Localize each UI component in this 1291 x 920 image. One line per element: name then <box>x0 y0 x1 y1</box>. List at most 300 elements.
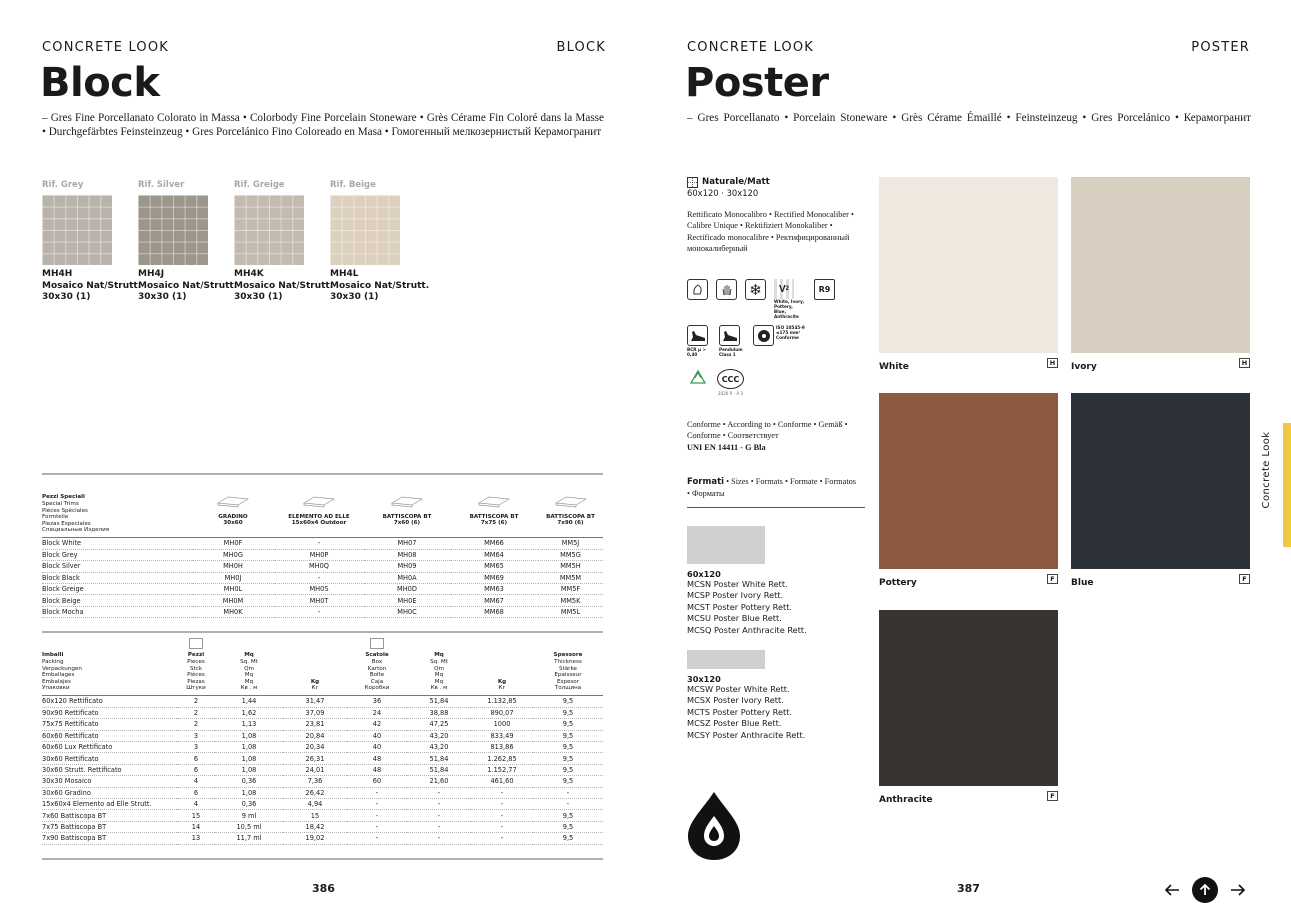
back-to-top-button[interactable] <box>1192 877 1218 903</box>
box-icon <box>370 638 384 649</box>
column-subtitle: Sq. Mt <box>240 659 258 666</box>
table-row <box>42 572 603 583</box>
table-cell: 40 <box>347 742 407 753</box>
column-subtitle: Кв . м <box>430 685 448 692</box>
column-subtitle: Mq <box>434 672 444 679</box>
column-title: Mq <box>434 652 444 659</box>
table-cell: 7x75 Battiscopa BT <box>42 821 177 832</box>
table-cell: 15x60x4 Elemento ad Elle Strutt. <box>42 799 177 810</box>
tile-class-badge: F <box>1239 574 1250 584</box>
format-size: 60x120 <box>687 569 721 579</box>
table-cell: 11,7 ml <box>215 833 283 844</box>
packing-column <box>471 679 533 695</box>
r9-badge: R9 <box>814 279 835 300</box>
column-title: Mq <box>244 652 254 659</box>
page-number-right: 387 <box>957 882 980 895</box>
column-subtitle: Толщина <box>554 685 582 692</box>
table-cell: 51,84 <box>407 753 471 764</box>
table-cell: MM5M <box>538 572 603 583</box>
ccc-icon: CCC 2020 P · A 3 <box>717 369 744 396</box>
table-cell: - <box>407 833 471 844</box>
table-cell: MH08 <box>364 549 450 560</box>
header-line: Special Trims <box>42 501 79 508</box>
page-title-block: Block <box>40 60 160 106</box>
table-cell: MM5J <box>538 538 603 549</box>
table-cell: MH0H <box>192 561 274 572</box>
mosaic-size: 30x30 (1) <box>234 292 283 302</box>
table-cell: 18,42 <box>283 821 347 832</box>
table-row <box>42 719 603 730</box>
table-cell: 26,42 <box>283 787 347 798</box>
table-cell: - <box>533 799 603 810</box>
packing-title <box>42 652 177 695</box>
table-cell: 833,49 <box>471 730 533 741</box>
previous-page-button[interactable] <box>1163 882 1181 898</box>
table-cell: MM5H <box>538 561 603 572</box>
side-tab-accent <box>1283 423 1291 547</box>
table-cell: 9,5 <box>533 696 603 707</box>
table-cell: 60 <box>347 776 407 787</box>
table-cell: 14 <box>177 821 215 832</box>
iso-icon <box>753 325 806 346</box>
table-cell: 0,36 <box>215 776 283 787</box>
right-kicker-right: POSTER <box>1191 40 1250 55</box>
table-cell: - <box>407 787 471 798</box>
hand-icon <box>716 279 737 300</box>
format-item: MCSZ Poster Blue Rett. <box>687 718 782 729</box>
table-cell: 13 <box>177 833 215 844</box>
table-cell: 9,5 <box>533 707 603 718</box>
header-line: Packing <box>42 659 64 666</box>
packing-column <box>347 638 407 695</box>
table-cell: 4,94 <box>283 799 347 810</box>
table-cell: 37,09 <box>283 707 347 718</box>
table-cell: MH0J <box>192 572 274 583</box>
table-cell: 1.132,85 <box>471 696 533 707</box>
table-cell: - <box>407 821 471 832</box>
arrow-left-icon <box>1163 882 1181 898</box>
header-line: Embalajes <box>42 678 71 685</box>
mosaic-item <box>234 180 334 304</box>
tile-class-badge: F <box>1047 791 1058 801</box>
table-row <box>42 538 603 549</box>
packing-column <box>533 652 603 695</box>
table-cell: 9,5 <box>533 719 603 730</box>
column-subtitle: Stck <box>189 665 203 672</box>
packing-section <box>42 639 603 845</box>
column-title: Kg <box>310 678 320 685</box>
table-cell: 1.262,85 <box>471 753 533 764</box>
table-cell: 9,5 <box>533 753 603 764</box>
tile-name: Ivory <box>1071 362 1097 372</box>
table-row <box>42 730 603 741</box>
format-item: MCSQ Poster Anthracite Rett. <box>687 624 807 635</box>
column-title: Scatole <box>365 652 389 659</box>
table-cell: MH0M <box>192 595 274 606</box>
table-cell: 6 <box>177 787 215 798</box>
table-cell: 20,84 <box>283 730 347 741</box>
column-subtitle: Кг <box>498 685 506 692</box>
table-cell: 75x75 Rettificato <box>42 719 177 730</box>
mosaic-ref-label: Rif. Grey <box>42 180 84 190</box>
finish-name: Naturale/Matt <box>702 177 770 187</box>
column-subtitle: 7x90 (6) <box>557 520 584 527</box>
table-cell: MM5F <box>538 584 603 595</box>
table-cell: Block Beige <box>42 595 192 606</box>
column-subtitle: Espesor <box>556 678 580 685</box>
next-page-button[interactable] <box>1229 882 1247 898</box>
column-subtitle: Caja <box>370 678 384 685</box>
table-cell: 9,5 <box>533 742 603 753</box>
table-cell: 48 <box>347 764 407 775</box>
tile-swatch <box>1071 177 1250 353</box>
divider <box>687 507 865 508</box>
table-cell: MH0L <box>192 584 274 595</box>
page-title-poster: Poster <box>685 60 829 106</box>
column-subtitle: Qm <box>244 665 254 672</box>
table-cell: - <box>347 810 407 821</box>
bcr-caption: BCR μ > 0,40 <box>687 347 706 357</box>
table-cell: - <box>471 810 533 821</box>
table-cell: 38,88 <box>407 707 471 718</box>
packing-header <box>42 639 603 696</box>
column-subtitle: Кв . м <box>240 685 258 692</box>
table-cell: MM5L <box>538 606 603 617</box>
table-cell: 7x90 Battiscopa BT <box>42 833 177 844</box>
column-title: GRADINO <box>218 513 248 520</box>
table-cell: Block Black <box>42 572 192 583</box>
v2-caption: White, Ivory, Pottery, Blue, Anthracite <box>774 299 805 319</box>
table-row <box>42 561 603 572</box>
table-cell: 20,34 <box>283 742 347 753</box>
header-line: Formteile <box>42 514 69 521</box>
table-cell: 2 <box>177 719 215 730</box>
mosaic-item <box>138 180 238 304</box>
tile-name: Anthracite <box>879 795 933 805</box>
table-cell: 461,60 <box>471 776 533 787</box>
special-trims-section <box>42 488 603 618</box>
table-cell: 30x60 Rettificato <box>42 753 177 764</box>
column-subtitle: Piezas <box>187 678 205 685</box>
header-line: Piezas Especiales <box>42 520 91 527</box>
column-subtitle: Stärke <box>559 665 577 672</box>
table-cell: 60x120 Rettificato <box>42 696 177 707</box>
table-cell: 2 <box>177 696 215 707</box>
table-cell: - <box>347 833 407 844</box>
table-row <box>42 764 603 775</box>
format-size: 30x120 <box>687 674 721 684</box>
mosaic-code: MH4H <box>42 269 73 279</box>
column-title: Pezzi <box>187 652 205 659</box>
column-subtitle: Mq <box>244 672 254 679</box>
table-cell: 42 <box>347 719 407 730</box>
table-cell: MM5K <box>538 595 603 606</box>
table-cell: MH0P <box>274 549 364 560</box>
special-trims-column <box>450 494 538 537</box>
table-cell: Block White <box>42 538 192 549</box>
table-cell: 813,86 <box>471 742 533 753</box>
color-tile <box>1071 177 1250 372</box>
table-cell: 60x60 Lux Rettificato <box>42 742 177 753</box>
packing-column <box>177 638 215 695</box>
table-cell: Block Mocha <box>42 606 192 617</box>
mosaic-ref-label: Rif. Silver <box>138 180 185 190</box>
iso-caption: ISO 10545-9 ≤175 mm³ Conforme <box>776 325 805 340</box>
packing-column <box>407 652 471 695</box>
column-subtitle: Qm <box>434 665 444 672</box>
table-cell: 40 <box>347 730 407 741</box>
side-tab-label: Concrete Look <box>1261 431 1272 509</box>
column-subtitle: 7x60 (6) <box>393 520 421 527</box>
table-cell: 1,62 <box>215 707 283 718</box>
trim-piece-icon <box>302 494 336 508</box>
table-cell: 4 <box>177 799 215 810</box>
table-cell: 3 <box>177 730 215 741</box>
table-row <box>42 742 603 753</box>
mosaic-ref-label: Rif. Greige <box>234 180 285 190</box>
trim-piece-icon <box>554 494 588 508</box>
column-subtitle: Кг <box>311 685 319 692</box>
color-tile <box>879 393 1058 588</box>
special-trims-column <box>364 494 450 537</box>
right-kicker: CONCRETE LOOK <box>687 40 815 55</box>
table-cell: - <box>347 821 407 832</box>
format-item: MCSN Poster White Rett. <box>687 579 788 589</box>
feature-icons-row-1 <box>687 279 835 319</box>
table-row <box>42 810 603 821</box>
mosaic-size: 30x30 (1) <box>42 292 91 302</box>
tile-swatch <box>879 393 1058 569</box>
column-subtitle: 7x75 (6) <box>480 520 508 527</box>
table-cell: MH0G <box>192 549 274 560</box>
table-cell: MH0T <box>274 595 364 606</box>
table-cell: 30x30 Mosaico <box>42 776 177 787</box>
column-subtitle: Box <box>371 659 383 666</box>
pendulum-caption: Pendulum Class 1 <box>719 347 743 357</box>
table-cell: - <box>347 799 407 810</box>
divider <box>42 631 603 633</box>
table-cell: Block Greige <box>42 584 192 595</box>
table-cell: 3 <box>177 742 215 753</box>
column-subtitle: Boîte <box>369 672 385 679</box>
table-cell: 30x60 Gradino <box>42 787 177 798</box>
tile-swatch <box>879 177 1058 353</box>
table-cell: MM63 <box>450 584 538 595</box>
header-line: Imballi <box>42 652 64 659</box>
column-subtitle: 15x60x4 Outdoor <box>291 520 347 527</box>
formats-heading <box>687 476 857 500</box>
left-kicker: CONCRETE LOOK <box>42 40 170 55</box>
mosaic-size: 30x30 (1) <box>330 292 379 302</box>
table-row <box>42 799 603 810</box>
header-line: Специальные Изделия <box>42 527 110 534</box>
special-trims-column <box>192 494 274 537</box>
wet-resistance-icon <box>687 279 708 300</box>
table-cell: 31,47 <box>283 696 347 707</box>
tile-class-badge: F <box>1047 574 1058 584</box>
table-cell: 1000 <box>471 719 533 730</box>
table-cell: - <box>471 833 533 844</box>
format-size-swatch <box>687 526 765 564</box>
color-tile <box>879 610 1058 805</box>
arrow-right-icon <box>1229 882 1247 898</box>
table-cell: 24 <box>347 707 407 718</box>
format-item: MCSW Poster White Rett. <box>687 684 790 694</box>
column-subtitle: Karton <box>367 665 387 672</box>
format-item: MCTS Poster Pottery Rett. <box>687 706 793 717</box>
table-cell: 36 <box>347 696 407 707</box>
mosaic-swatch <box>330 195 400 265</box>
table-row <box>42 833 603 844</box>
table-cell: 24,01 <box>283 764 347 775</box>
table-cell: 0,36 <box>215 799 283 810</box>
v2-icon: V 2 White, Ivory, Pottery, Blue, Anthracite <box>774 279 806 319</box>
table-cell: MH0K <box>192 606 274 617</box>
table-cell: 9,5 <box>533 776 603 787</box>
mosaic-code: MH4J <box>138 269 165 279</box>
table-cell: MH0S <box>274 584 364 595</box>
mosaic-name: Mosaico Nat/Strutt. <box>42 280 142 291</box>
header-line: Pièces Spéciales <box>42 507 88 514</box>
table-cell: 15 <box>283 810 347 821</box>
piece-icon <box>189 638 203 649</box>
table-cell: 48 <box>347 753 407 764</box>
format-item: MCST Poster Pottery Rett. <box>687 601 793 612</box>
table-row <box>42 753 603 764</box>
table-cell: - <box>533 787 603 798</box>
table-cell: MH0E <box>364 595 450 606</box>
mosaic-size: 30x30 (1) <box>138 292 187 302</box>
pendulum-icon <box>719 325 745 357</box>
left-kicker-right: BLOCK <box>556 40 606 55</box>
mosaic-code: MH4L <box>330 269 359 279</box>
format-group <box>687 650 865 741</box>
table-cell: 43,20 <box>407 742 471 753</box>
table-cell: 1,08 <box>215 753 283 764</box>
finish-block <box>687 177 867 254</box>
header-line: Verpackungen <box>42 665 82 672</box>
table-cell: MM65 <box>450 561 538 572</box>
table-cell: 1,44 <box>215 696 283 707</box>
mosaic-swatch <box>234 195 304 265</box>
color-tile <box>1071 393 1250 588</box>
header-line: Упаковки <box>42 685 70 692</box>
table-row <box>42 821 603 832</box>
column-subtitle: 30x60 <box>223 520 243 527</box>
table-cell: Block Silver <box>42 561 192 572</box>
table-cell: - <box>407 810 471 821</box>
mosaic-item <box>330 180 430 304</box>
tile-grid-icon <box>687 177 698 188</box>
table-cell: 890,07 <box>471 707 533 718</box>
table-cell: MH0F <box>192 538 274 549</box>
table-cell: 6 <box>177 753 215 764</box>
formats-title-translations: • Sizes • Formats • Formate • Formatos • Форматы <box>687 477 856 499</box>
table-cell: 1,08 <box>215 764 283 775</box>
feature-icons-row-2 <box>687 325 806 357</box>
special-trims-header <box>42 488 603 538</box>
packing-column <box>215 652 283 695</box>
bcr-icon <box>687 325 711 357</box>
table-cell: - <box>471 799 533 810</box>
table-row <box>42 584 603 595</box>
header-line: Emballages <box>42 672 75 679</box>
table-cell: MH09 <box>364 561 450 572</box>
table-cell: - <box>274 572 364 583</box>
table-cell: 51,84 <box>407 696 471 707</box>
table-cell: - <box>471 821 533 832</box>
header-line: Pezzi Speciali <box>42 494 85 501</box>
table-cell: 90x90 Rettificato <box>42 707 177 718</box>
tile-class-badge: H <box>1047 358 1058 368</box>
table-cell: 9,5 <box>533 764 603 775</box>
table-cell: 1.152,77 <box>471 764 533 775</box>
mosaic-swatch <box>42 195 112 265</box>
tile-name: Pottery <box>879 578 917 588</box>
column-title: BATTISCOPA BT <box>382 513 432 520</box>
format-item: MCSU Poster Blue Rett. <box>687 613 782 624</box>
recycle-icon <box>687 369 709 391</box>
table-cell: 7x60 Battiscopa BT <box>42 810 177 821</box>
special-trims-title <box>42 494 192 537</box>
column-subtitle: Sq. Mt <box>430 659 448 666</box>
format-item: MCSP Poster Ivory Rett. <box>687 590 784 601</box>
special-trims-column <box>538 494 603 537</box>
column-subtitle: Pièces <box>187 672 205 679</box>
page-number-left: 386 <box>312 882 335 895</box>
format-item: MCSY Poster Anthracite Rett. <box>687 729 806 740</box>
mosaic-name: Mosaico Nat/Strutt. <box>138 280 238 291</box>
table-cell: MM68 <box>450 606 538 617</box>
table-cell: - <box>407 799 471 810</box>
mosaic-name: Mosaico Nat/Strutt. <box>330 280 430 291</box>
table-cell: MH0C <box>364 606 450 617</box>
frost-resistant-icon: ❄ <box>745 279 766 300</box>
table-row <box>42 606 603 617</box>
tile-name: Blue <box>1071 578 1094 588</box>
table-cell: - <box>274 606 364 617</box>
table-cell: - <box>347 787 407 798</box>
table-row <box>42 787 603 798</box>
column-subtitle: Штуки <box>186 685 206 692</box>
antibacterial-badge <box>686 790 742 862</box>
table-cell: 4 <box>177 776 215 787</box>
feature-icons-row-3 <box>687 369 744 396</box>
table-cell: MM64 <box>450 549 538 560</box>
table-cell: 23,81 <box>283 719 347 730</box>
table-cell: MM67 <box>450 595 538 606</box>
table-cell: 1,08 <box>215 787 283 798</box>
table-row <box>42 595 603 606</box>
column-title: ELEMENTO AD ELLE <box>288 513 350 520</box>
block-description: – Gres Fine Porcellanato Colorato in Massa • Colorbody Fine Porcelain Stoneware • Grès Cérame Fin Coloré dans la Masse • Durchgefärbtes Feinsteinzeug • Gres Porcelánico Fino Coloreado en Masa • Гомогенный мелкозернистый Керамогранит <box>42 112 604 138</box>
column-title: BATTISCOPA BT <box>546 513 595 520</box>
poster-description: – Gres Porcellanato • Porcelain Stoneware • Grès Cérame Émaillé • Feinsteinzeug • Gres Porcelánico • Керамогранит <box>687 112 1251 124</box>
column-title: BATTISCOPA BT <box>469 513 519 520</box>
trim-piece-icon <box>390 494 424 508</box>
table-cell: 43,20 <box>407 730 471 741</box>
column-title: Spessore <box>553 652 583 659</box>
divider <box>42 858 603 860</box>
table-cell: 9,5 <box>533 833 603 844</box>
table-cell: 10,5 ml <box>215 821 283 832</box>
column-subtitle: Mq <box>244 678 254 685</box>
table-row <box>42 549 603 560</box>
table-cell: MM69 <box>450 572 538 583</box>
table-cell: - <box>274 538 364 549</box>
special-trims-column <box>274 494 364 537</box>
special-trims-table <box>42 538 603 618</box>
